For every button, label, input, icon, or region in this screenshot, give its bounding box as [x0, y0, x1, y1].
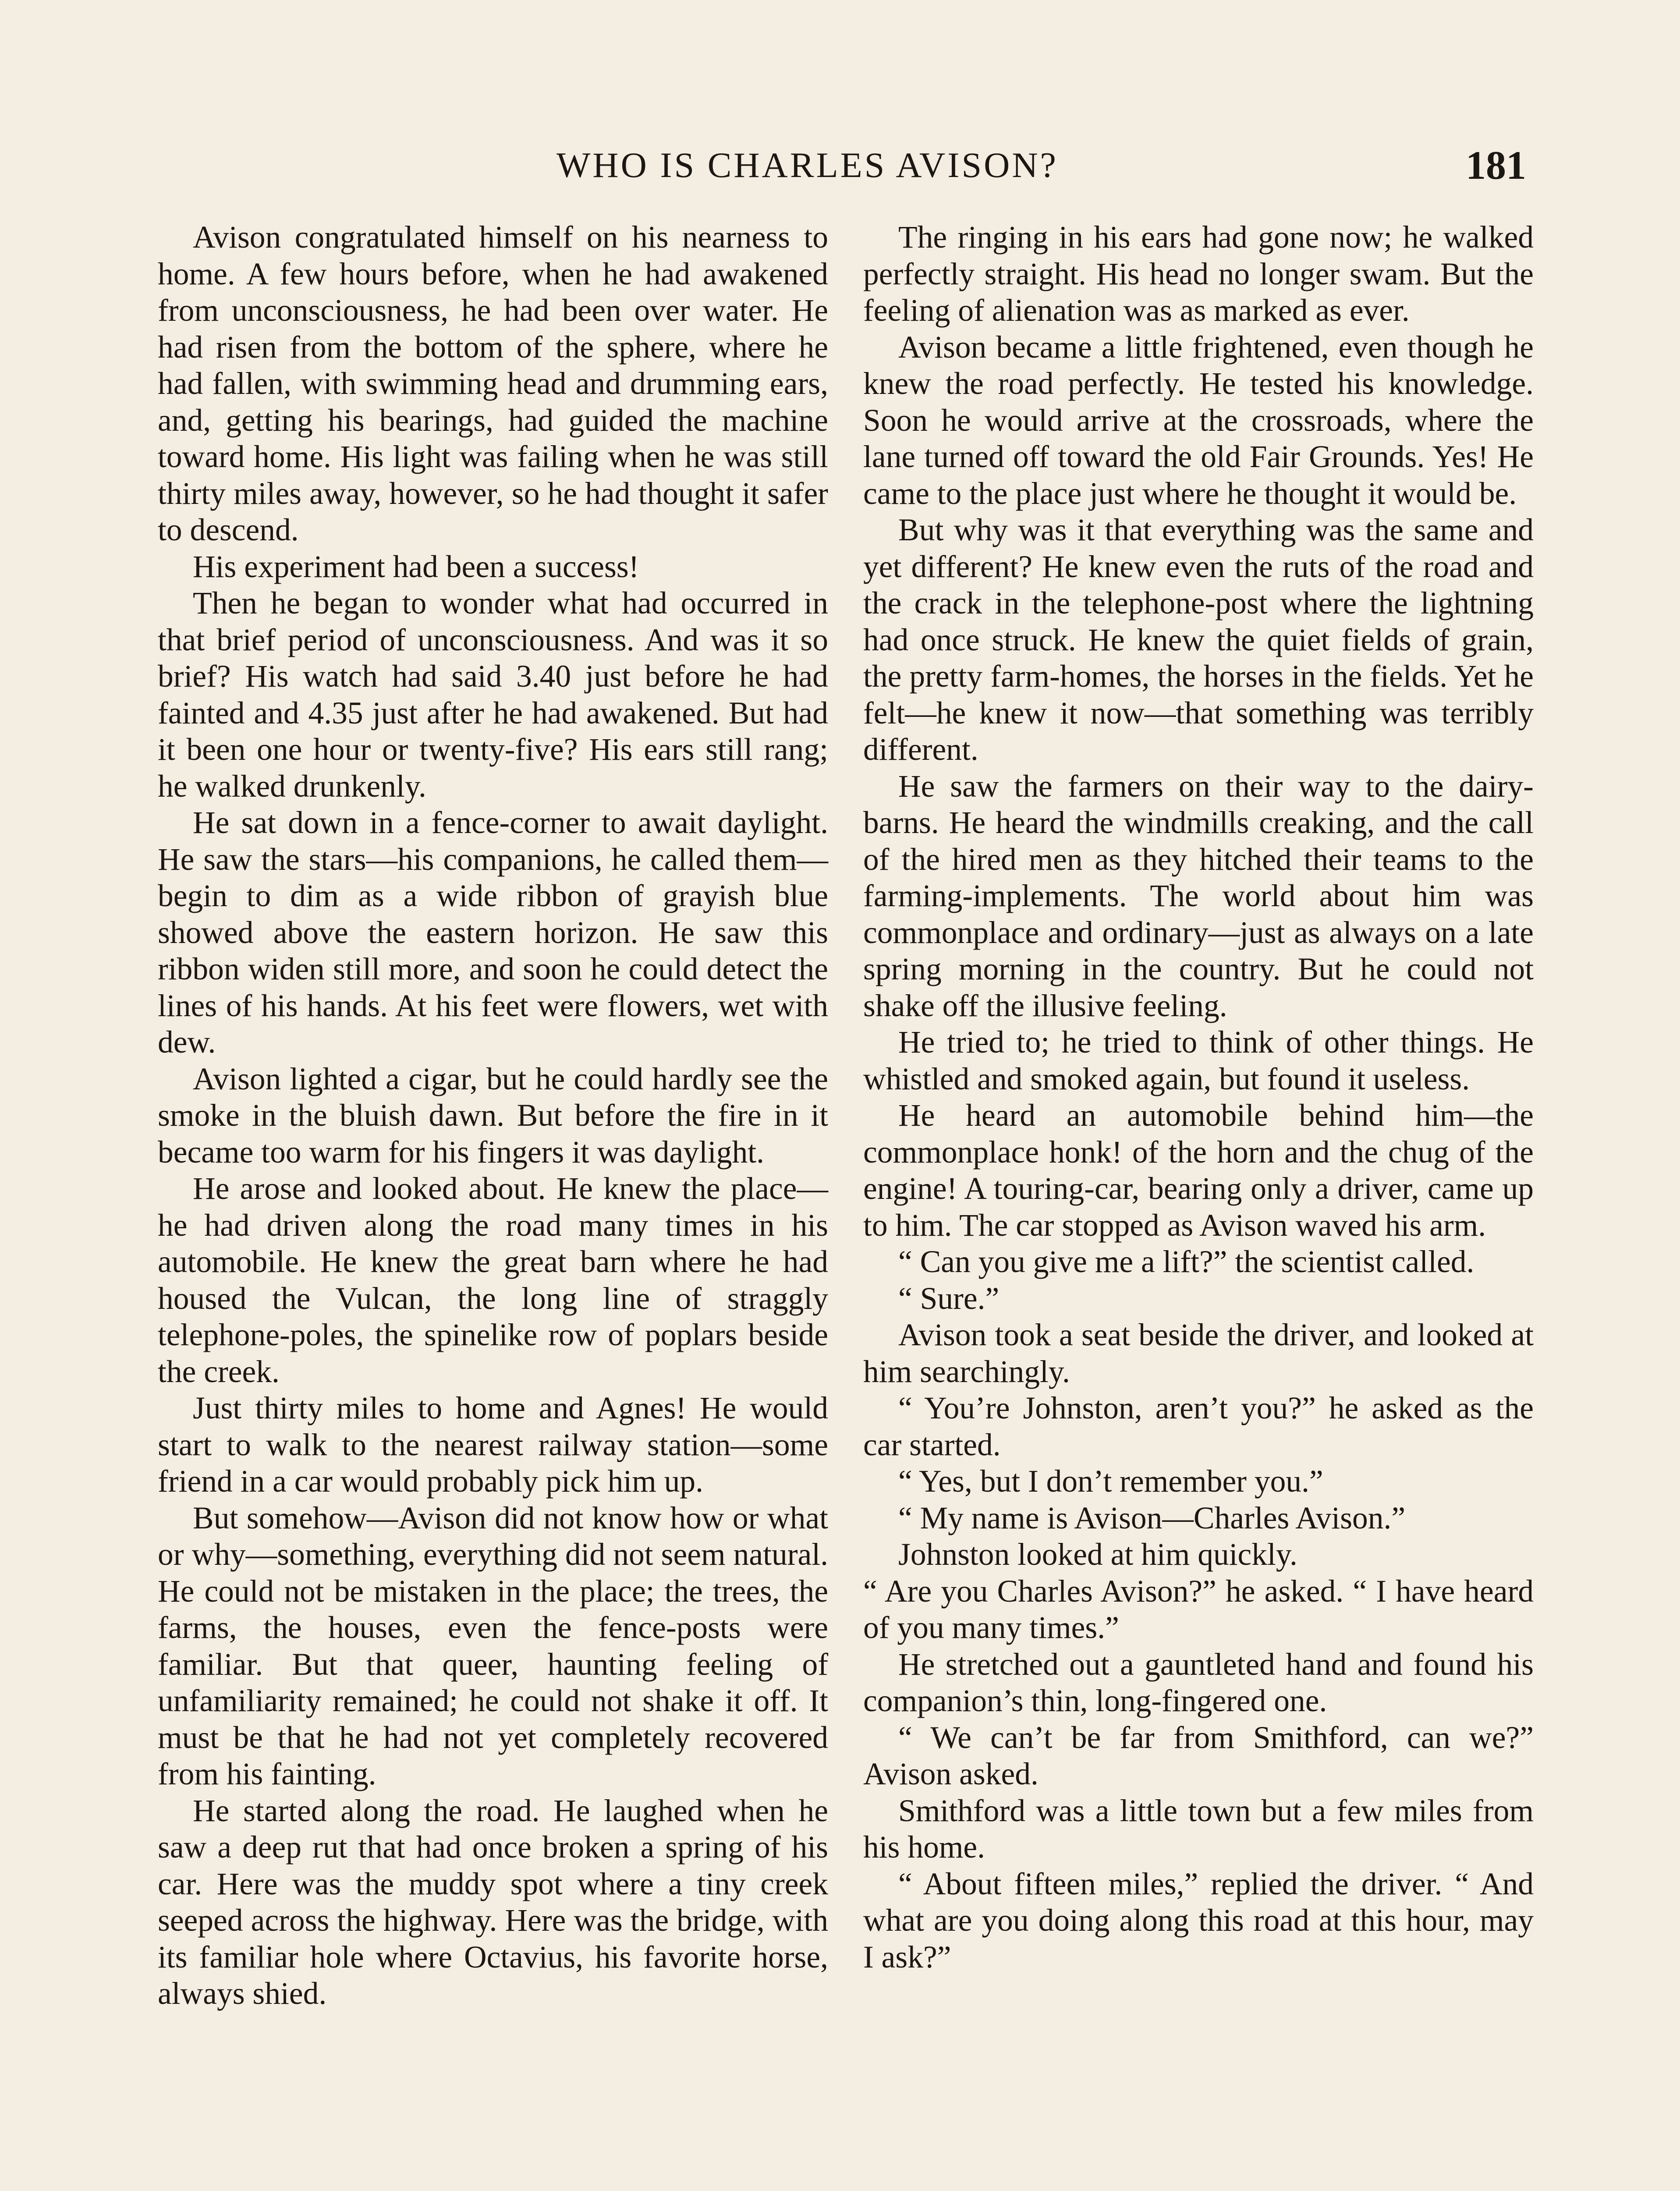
paragraph: His experiment had been a success!: [193, 549, 639, 584]
paragraph: “ Yes, but I don’t remember you.”: [898, 1464, 1323, 1499]
paragraph: “ About fifteen miles,” replied the driver. “ And what are you doing along this road at this hour, may I ask?”: [863, 1866, 1534, 1975]
paragraph: He arose and looked about. He knew the place—he had driven along the road many times in his automobile. He knew the great barn where he had housed the Vulcan, the long line of straggly telephone-poles, the spinelike row of poplars beside the creek.: [158, 1171, 828, 1389]
paragraph: “ Are you Charles Avison?” he asked. “ I have heard of you many times.”: [863, 1574, 1534, 1645]
paragraph: He started along the road. He laughed when he saw a deep rut that had once broken a spring of his car. Here was the muddy spot where a tiny creek seeped across the highway. Here was the bridge, with its familiar hole where Octavius, his favorite horse, always shied.: [158, 1793, 828, 2011]
text-column-left: [158, 219, 828, 2012]
paragraph: “ Sure.”: [898, 1281, 999, 1316]
paragraph: But why was it that everything was the same and yet different? He knew even the ruts of the road and the crack in the telephone-post where the lightning had once struck. He knew the quiet fields of grain, the pretty farm-homes, the horses in the fields. Yet he felt—he knew it now—that something was terribly different.: [863, 513, 1534, 767]
paragraph: Smithford was a little town but a few miles from his home.: [863, 1793, 1534, 1865]
paragraph: Then he began to wonder what had occurred in that brief period of unconsciousness. And was it so brief? His watch had said 3.40 just before he had fainted and 4.35 just after he had awakened. But had it been one hour or twenty-five? His ears still rang; he walked drunkenly.: [158, 586, 828, 804]
paragraph: “ You’re Johnston, aren’t you?” he asked as the car started.: [863, 1391, 1534, 1462]
paragraph: He stretched out a gauntleted hand and found his companion’s thin, long-fingered one.: [863, 1647, 1534, 1718]
running-title: WHO IS CHARLES AVISON?: [556, 145, 1058, 185]
paragraph: “ My name is Avison—Charles Avison.”: [898, 1500, 1406, 1535]
paragraph: Avison took a seat beside the driver, and looked at him searchingly.: [863, 1318, 1534, 1389]
page-number: 181: [1466, 143, 1526, 188]
paragraph: Johnston looked at him quickly.: [898, 1537, 1297, 1572]
paragraph: He sat down in a fence-corner to await daylight. He saw the stars—his companions, he called them—begin to dim as a wide ribbon of grayish blue showed above the eastern horizon. He saw this ribbon widen still more, and soon he could detect the lines of his hands. At his feet were flowers, wet with dew.: [158, 805, 828, 1060]
page-header: [0, 145, 1680, 197]
paragraph: He tried to; he tried to think of other things. He whistled and smoked again, but found it useless.: [863, 1025, 1534, 1096]
paragraph: Avison congratulated himself on his nearness to home. A few hours before, when he had awakened from unconsciousness, he had been over water. He had risen from the bottom of the sphere, where he had fallen, with swimming head and drumming ears, and, getting his bearings, had guided the machine toward home. His light was failing when he was still thirty miles away, however, so he had thought it safer to descend.: [158, 220, 828, 547]
paragraph: He saw the farmers on their way to the dairy-barns. He heard the windmills creaking, and the call of the hired men as they hitched their teams to the farming-implements. The world about him was commonplace and ordinary—just as always on a late spring morning in the country. But he could not shake off the illusive feeling.: [863, 769, 1534, 1023]
paragraph: “ We can’t be far from Smithford, can we?” Avison asked.: [863, 1720, 1534, 1791]
paragraph: Avison lighted a cigar, but he could hardly see the smoke in the bluish dawn. But before the fire in it became too warm for his fingers it was daylight.: [158, 1061, 828, 1170]
paragraph: But somehow—Avison did not know how or what or why—something, everything did not seem natural. He could not be mistaken in the place; the trees, the farms, the houses, even the fence-posts were familiar. But that queer, haunting feeling of unfamiliarity remained; he could not shake it off. It must be that he had not yet completely recovered from his fainting.: [158, 1500, 828, 1791]
text-column-right: [863, 219, 1534, 1975]
paragraph: The ringing in his ears had gone now; he walked perfectly straight. His head no longer swam. But the feeling of alienation was as marked as ever.: [863, 220, 1534, 328]
paragraph: “ Can you give me a lift?” the scientist called.: [898, 1244, 1474, 1279]
paragraph: He heard an automobile behind him—the commonplace honk! of the horn and the chug of the engine! A touring-car, bearing only a driver, came up to him. The car stopped as Avison waved his arm.: [863, 1098, 1534, 1243]
paragraph: Just thirty miles to home and Agnes! He would start to walk to the nearest railway station—some friend in a car would probably pick him up.: [158, 1391, 828, 1499]
paragraph: Avison became a little frightened, even though he knew the road perfectly. He tested his knowledge. Soon he would arrive at the crossroads, where the lane turned off toward the old Fair Grounds. Yes! He came to the place just where he thought it would be.: [863, 330, 1534, 511]
